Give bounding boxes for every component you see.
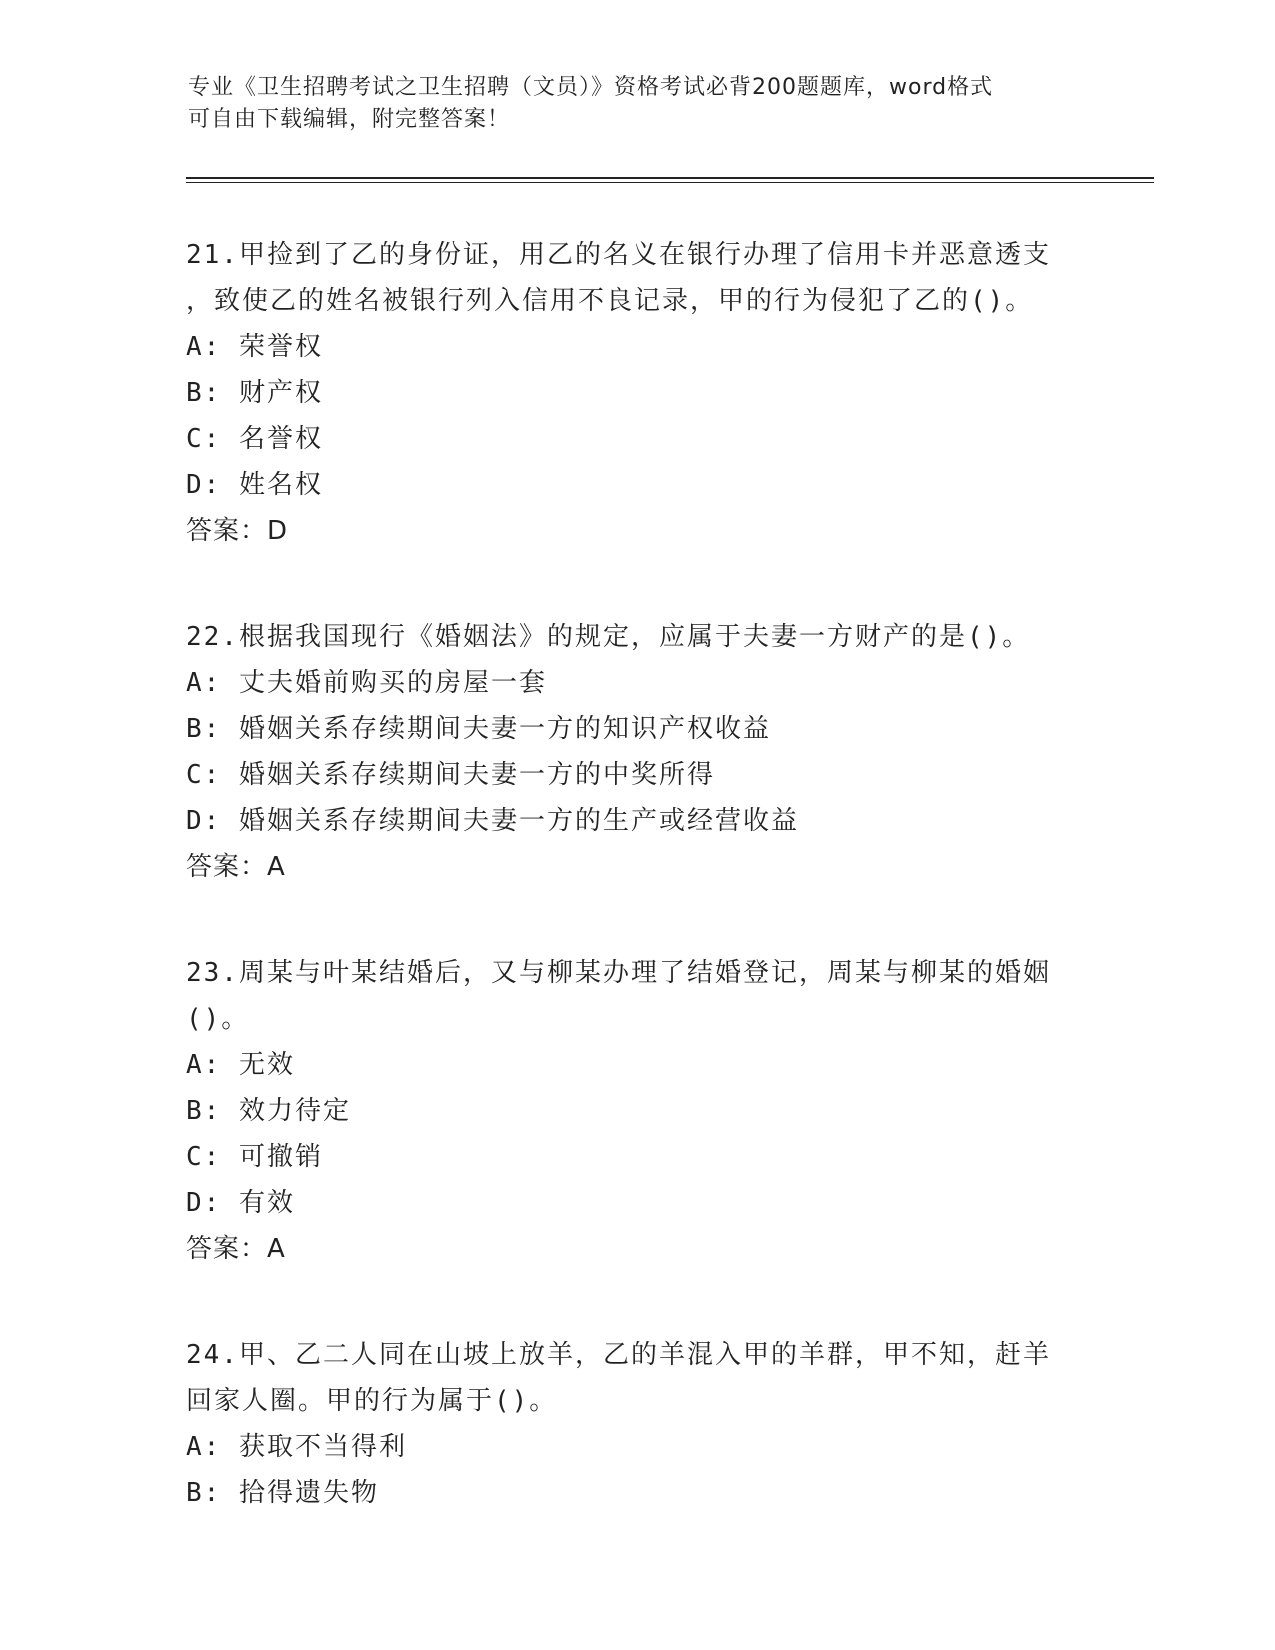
question-stem — [186, 1332, 1086, 1424]
header-divider-thick — [186, 177, 1154, 179]
question-list — [186, 232, 1086, 1516]
option-c: C: 婚姻关系存续期间夫妻一方的中奖所得 — [186, 760, 715, 790]
question-stem — [186, 614, 1086, 660]
option-b: B: 财产权 — [186, 378, 323, 408]
option-b: B: 效力待定 — [186, 1096, 351, 1126]
stem-line: 21.甲捡到了乙的身份证，用乙的名义在银行办理了信用卡并恶意透支 — [186, 240, 1051, 270]
option-d: D: 姓名权 — [186, 470, 323, 500]
answer: 答案：D — [186, 516, 289, 546]
question-22 — [186, 614, 1086, 890]
stem-line: 22.根据我国现行《婚姻法》的规定，应属于夫妻一方财产的是()。 — [186, 622, 1031, 652]
question-21 — [186, 232, 1086, 554]
stem-line: ，致使乙的姓名被银行列入信用不良记录，甲的行为侵犯了乙的()。 — [186, 286, 1034, 316]
option-c: C: 可撤销 — [186, 1142, 323, 1172]
option-c: C: 名誉权 — [186, 424, 323, 454]
option-d: D: 婚姻关系存续期间夫妻一方的生产或经营收益 — [186, 806, 799, 836]
stem-line: 24.甲、乙二人同在山坡上放羊，乙的羊混入甲的羊群，甲不知，赶羊 — [186, 1340, 1051, 1370]
stem-line: 23.周某与叶某结婚后，又与柳某办理了结婚登记，周某与柳某的婚姻 — [186, 958, 1051, 988]
question-23 — [186, 950, 1086, 1272]
option-b: B: 拾得遗失物 — [186, 1478, 379, 1508]
option-d: D: 有效 — [186, 1188, 295, 1218]
question-stem — [186, 950, 1086, 1042]
option-a: A: 丈夫婚前购买的房屋一套 — [186, 668, 547, 698]
option-a: A: 获取不当得利 — [186, 1432, 407, 1462]
option-a: A: 无效 — [186, 1050, 295, 1080]
header-line-1: 专业《卫生招聘考试之卫生招聘（文员）》资格考试必背200题题库，word格式 — [188, 75, 994, 100]
option-b: B: 婚姻关系存续期间夫妻一方的知识产权收益 — [186, 714, 771, 744]
header-divider-thin — [186, 182, 1154, 183]
header-line-2: 可自由下载编辑，附完整答案！ — [188, 107, 511, 132]
stem-line: 回家人圈。甲的行为属于()。 — [186, 1386, 558, 1416]
answer: 答案：A — [186, 1234, 286, 1264]
option-a: A: 荣誉权 — [186, 332, 323, 362]
question-24 — [186, 1332, 1086, 1516]
answer: 答案：A — [186, 852, 286, 882]
stem-line: ()。 — [186, 1004, 250, 1034]
question-stem — [186, 232, 1086, 324]
document-header — [188, 72, 1068, 136]
